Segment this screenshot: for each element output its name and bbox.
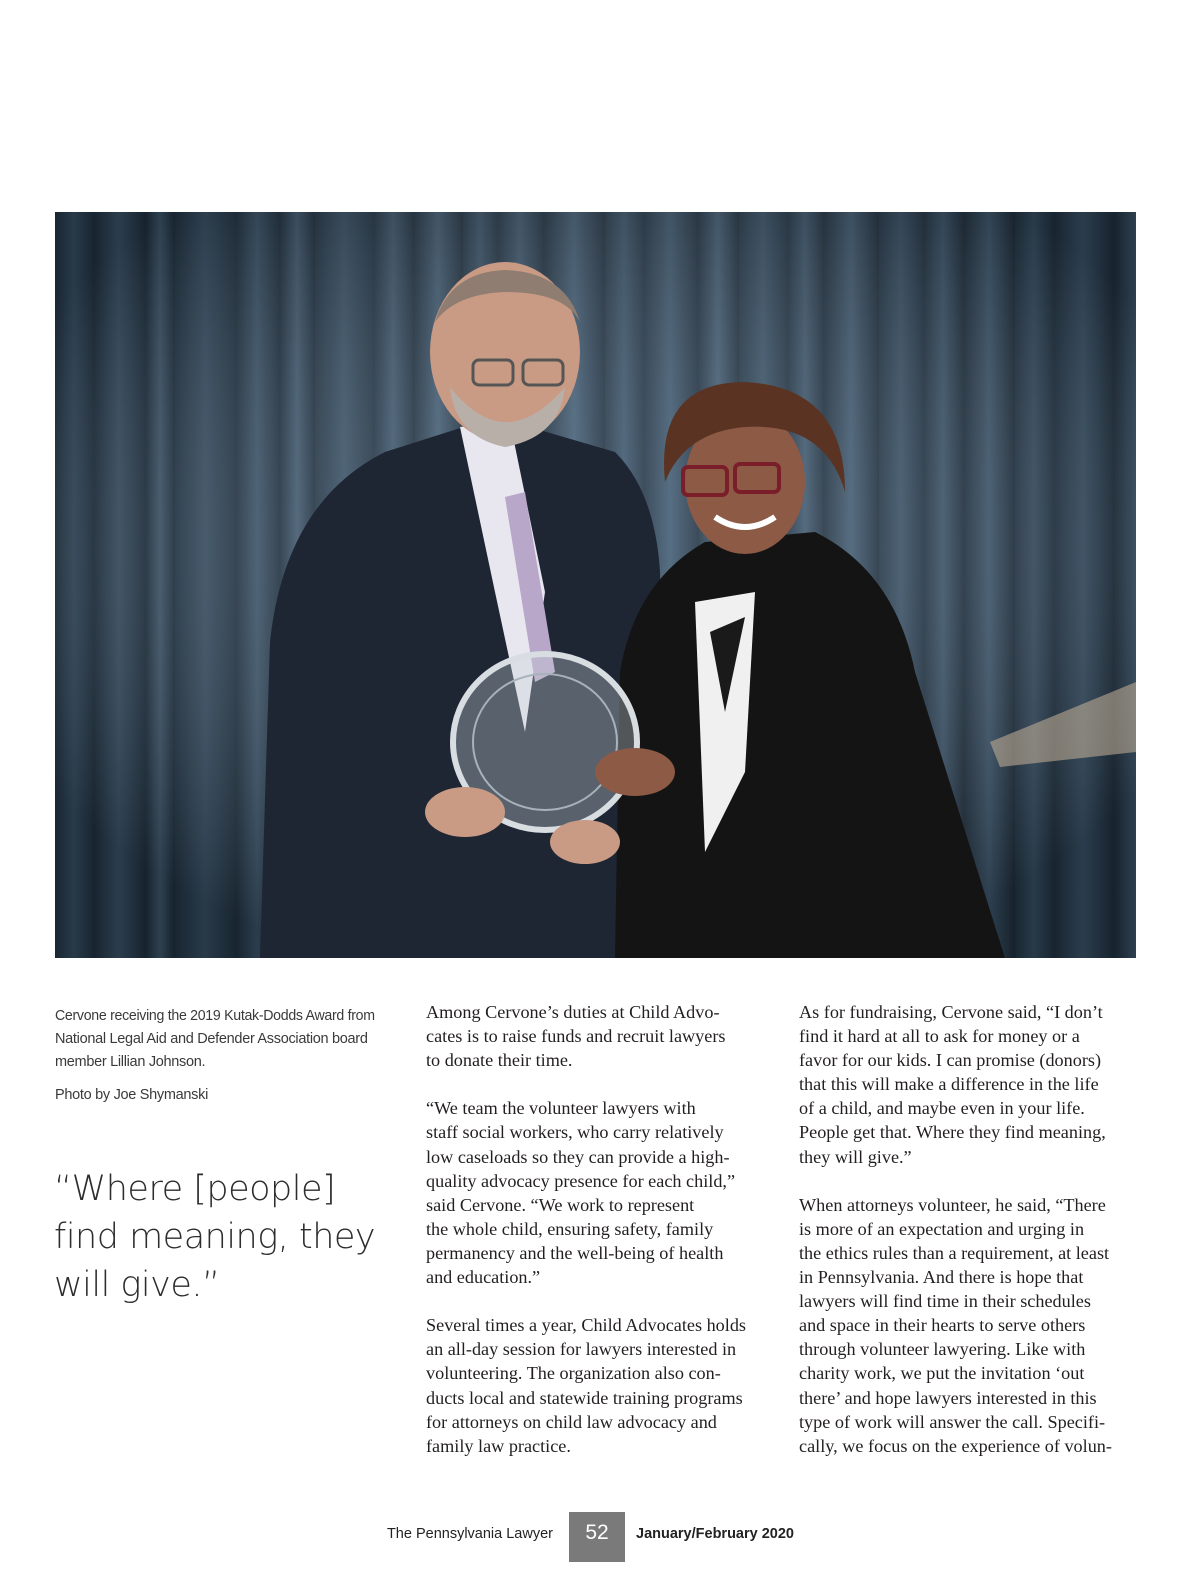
caption-line: member Lillian Johnson.: [55, 1054, 206, 1070]
article-line: of a child, and maybe even in your life.: [799, 1098, 1085, 1119]
article-line: and space in their hearts to serve others: [799, 1315, 1086, 1336]
publication-name: The Pennsylvania Lawyer: [386, 1526, 553, 1542]
article-line: staff social workers, who carry relatively: [426, 1122, 724, 1143]
article-column-2: [799, 1000, 1144, 1482]
article-line: volunteering. The organization also con-: [426, 1363, 721, 1384]
caption-line: National Legal Aid and Defender Association board: [55, 1031, 368, 1047]
article-line: to donate their time.: [426, 1050, 573, 1071]
caption-text: [55, 1005, 375, 1074]
issue-date: January/February 2020: [636, 1526, 794, 1542]
article-line: there’ and hope lawyers interested in this: [799, 1387, 1097, 1408]
article-line: When attorneys volunteer, he said, “There: [799, 1194, 1106, 1215]
article-line: cates is to raise funds and recruit lawyers: [426, 1026, 726, 1047]
article-line: ducts local and statewide training programs: [426, 1387, 743, 1408]
article-line: “We team the volunteer lawyers with: [426, 1098, 696, 1119]
article-line: said Cervone. “We work to represent: [426, 1194, 695, 1215]
article-line: the ethics rules than a requirement, at least: [799, 1242, 1110, 1263]
article-paragraph: [426, 1313, 771, 1458]
article-line: permanency and the well-being of health: [426, 1242, 724, 1263]
article-line: they will give.”: [799, 1146, 912, 1167]
article-line: People get that. Where they find meaning,: [799, 1122, 1106, 1143]
article-line: quality advocacy presence for each child,”: [426, 1170, 736, 1191]
article-line: low caseloads so they can provide a high-: [426, 1146, 730, 1167]
article-line: As for fundraising, Cervone said, “I don’t: [799, 1002, 1103, 1022]
article-line: cally, we focus on the experience of volun-: [799, 1435, 1112, 1456]
article-line: lawyers will find time in their schedules: [799, 1291, 1091, 1312]
article-line: Among Cervone’s duties at Child Advo-: [426, 1002, 720, 1022]
article-paragraph: [799, 1000, 1144, 1169]
article-line: favor for our kids. I can promise (donors): [799, 1050, 1102, 1071]
article-line: in Pennsylvania. And there is hope that: [799, 1267, 1084, 1288]
article-paragraph: [426, 1096, 771, 1289]
article-line: is more of an expectation and urging in: [799, 1218, 1085, 1239]
award-photo: [55, 212, 1136, 958]
article-line: type of work will answer the call. Specifi-: [799, 1411, 1106, 1432]
article-line: the whole child, ensuring safety, family: [426, 1218, 714, 1239]
photo-caption: [55, 1005, 375, 1117]
pull-quote: [54, 1165, 384, 1309]
article-paragraph: [799, 1193, 1144, 1458]
pull-quote-line: will give.”: [54, 1265, 220, 1305]
page-number: 52: [569, 1512, 625, 1562]
article-line: for attorneys on child law advocacy and: [426, 1411, 717, 1432]
article-line: and education.”: [426, 1267, 541, 1288]
page-footer: [0, 1512, 1200, 1562]
article-line: that this will make a difference in the life: [799, 1074, 1099, 1095]
caption-line: Cervone receiving the 2019 Kutak-Dodds Award from: [55, 1008, 375, 1024]
article-line: charity work, we put the invitation ‘out: [799, 1363, 1085, 1384]
article-line: family law practice.: [426, 1435, 571, 1456]
pull-quote-line: find meaning, they: [54, 1217, 376, 1257]
article-paragraph: [426, 1000, 771, 1072]
article-column-1: [426, 1000, 771, 1482]
article-line: an all-day session for lawyers interested in: [426, 1339, 737, 1360]
award-photo-illustration: [55, 212, 1136, 958]
article-line: Several times a year, Child Advocates holds: [426, 1315, 747, 1336]
article-line: find it hard at all to ask for money or a: [799, 1026, 1080, 1047]
article-line: through volunteer lawyering. Like with: [799, 1339, 1086, 1360]
pull-quote-line: “Where [people]: [54, 1169, 336, 1209]
photo-credit: Photo by Joe Shymanski: [55, 1087, 208, 1103]
